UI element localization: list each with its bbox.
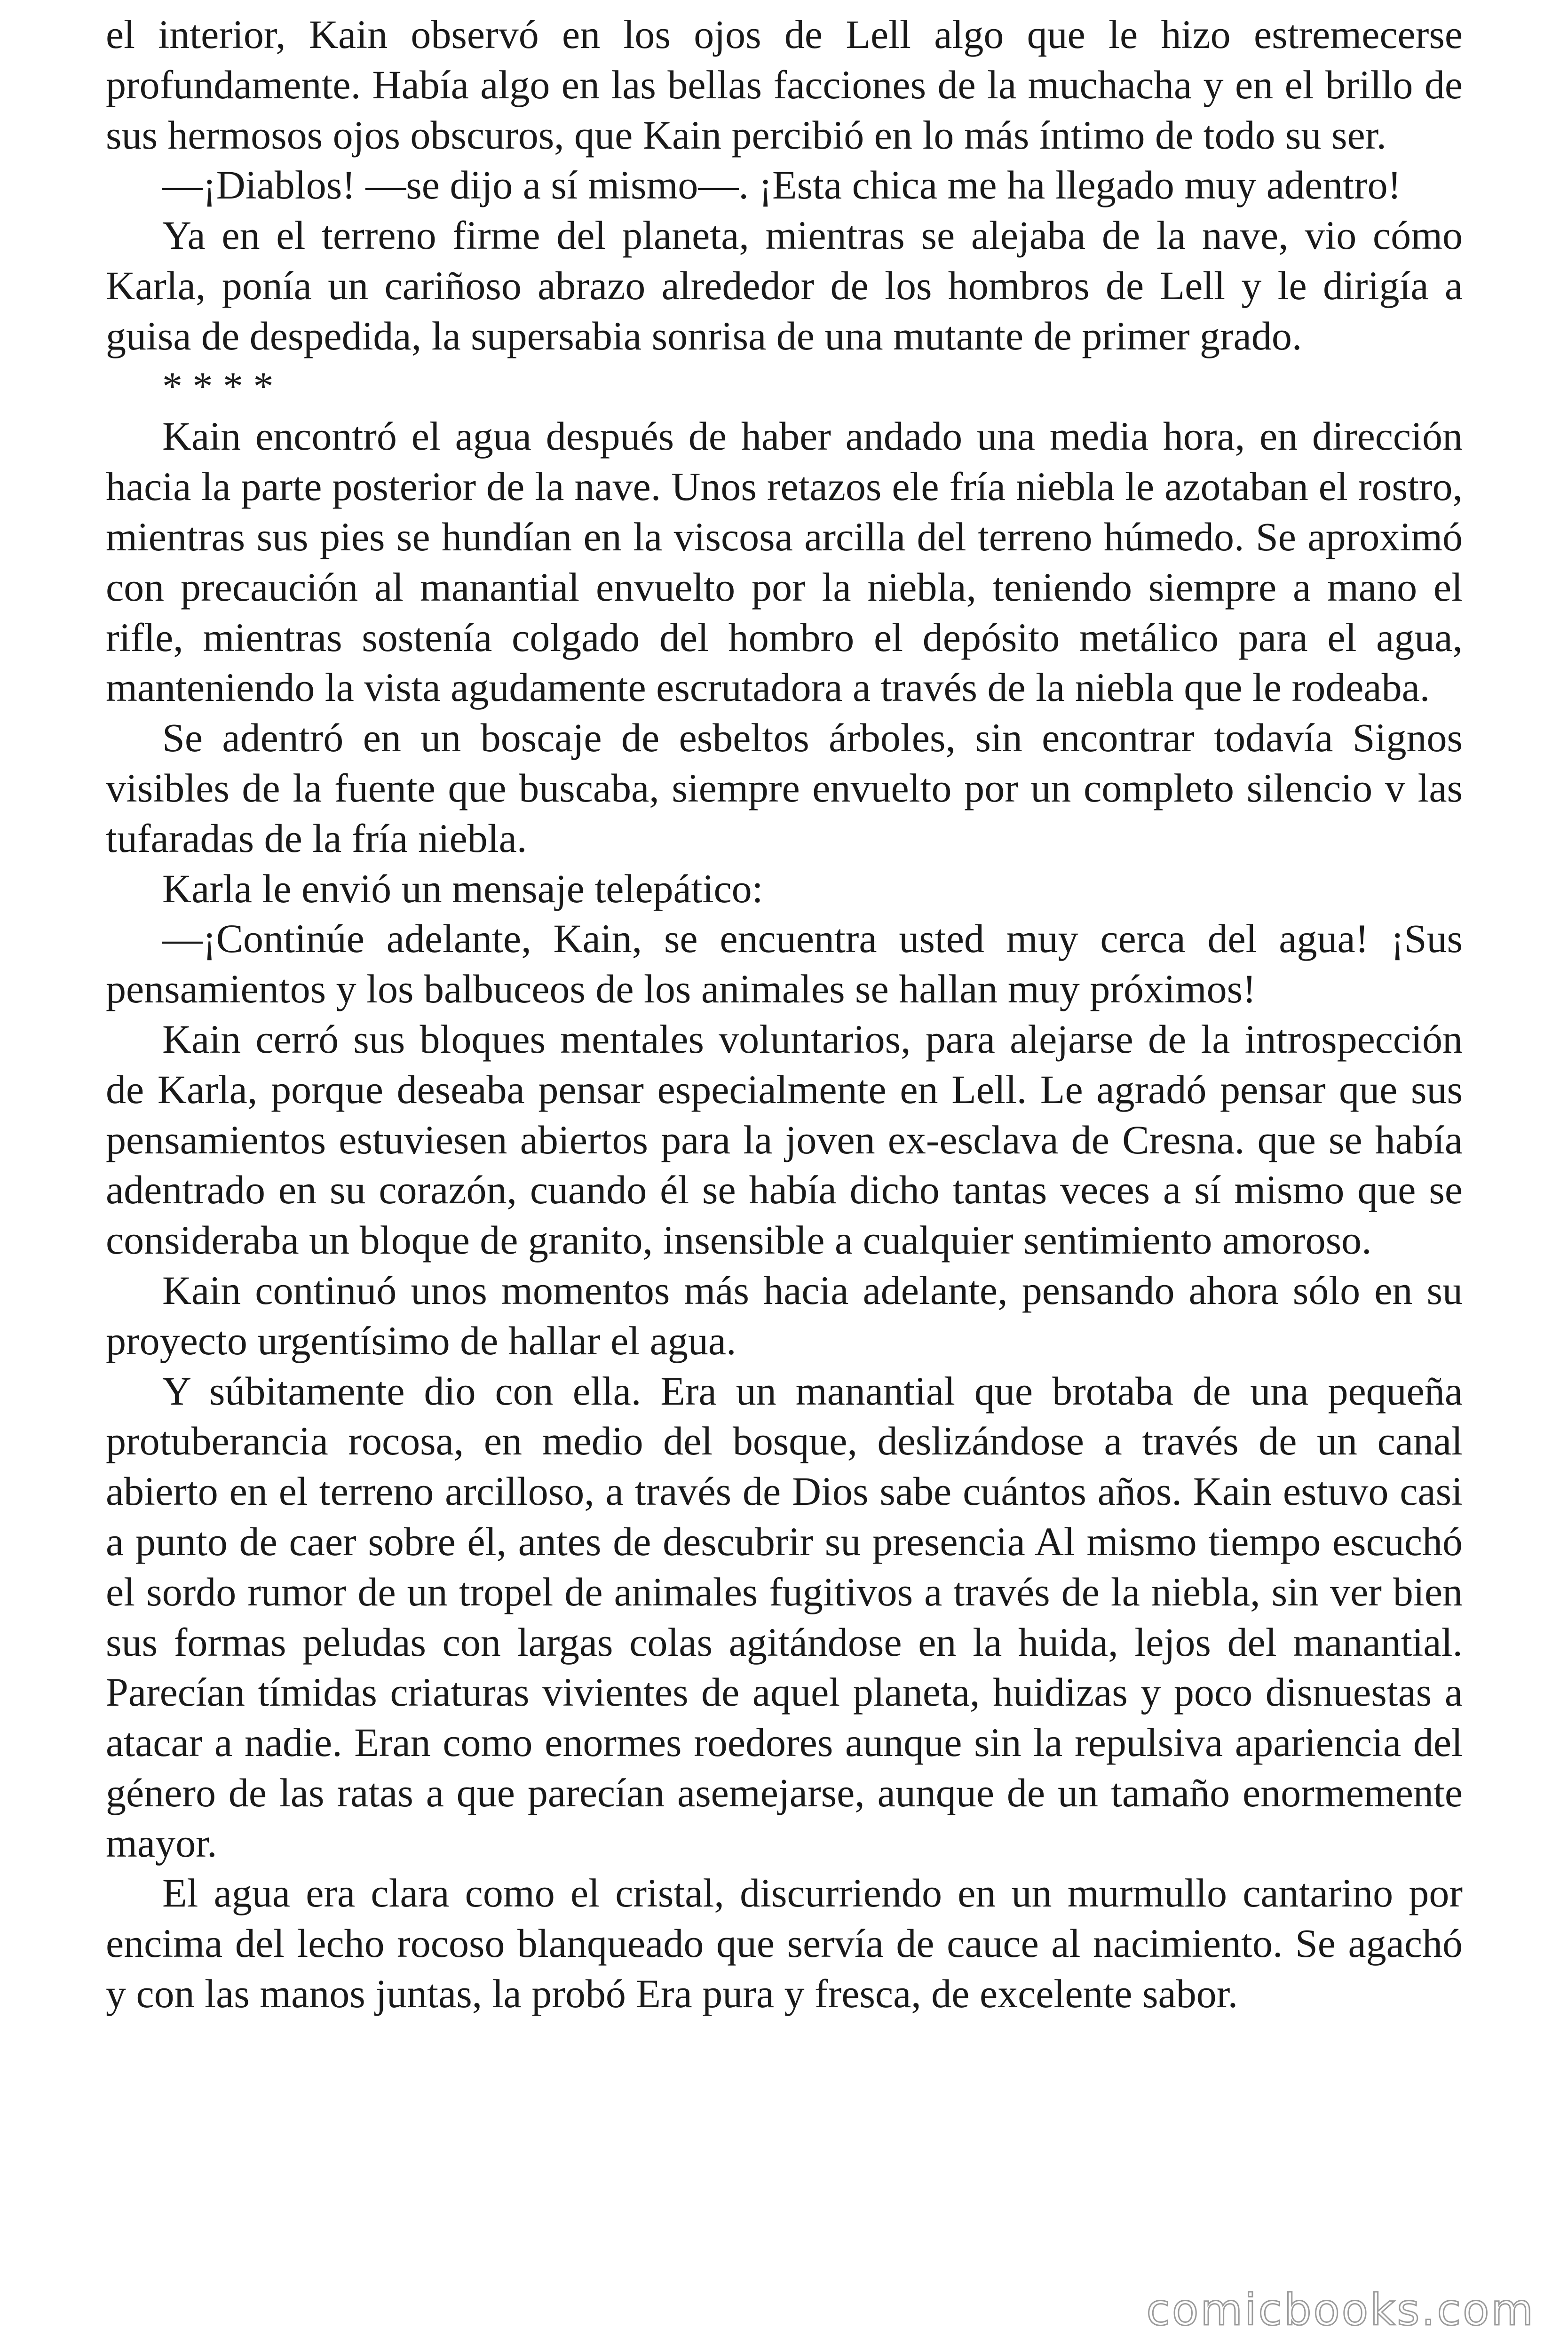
paragraph-2: —¡Diablos! —se dijo a sí mismo—. ¡Esta chica me ha llegado muy adentro!: [162, 162, 1402, 208]
watermark: comicbooks.com: [1146, 2285, 1535, 2335]
paragraph-6: Se adentró en un boscaje de esbeltos árboles, sin encontrar todavía Signos visibles de la fuente que buscaba, siempre envuelto por un completo silencio v las tufaradas de la fría niebla.: [106, 715, 1463, 861]
paragraph-7: Karla le envió un mensaje telepático:: [162, 866, 763, 911]
paragraph-1: el interior, Kain observó en los ojos de Lell algo que le hizo estremecerse profundamente. Había algo en las bellas facciones de la muchacha y en el brillo de sus hermosos ojos obscuros, que Kain percibió en lo más íntimo de todo su ser.: [106, 12, 1463, 158]
paragraph-12: El agua era clara como el cristal, discurriendo en un murmullo cantarino por encima del lecho rocoso blanqueado que servía de cauce al nacimiento. Se agachó y con las manos juntas, la probó Era pura y fresca, de excelente sabor.: [106, 1870, 1463, 2017]
paragraph-8: —¡Continúe adelante, Kain, se encuentra usted muy cerca del agua! ¡Sus pensamientos y los balbuceos de los animales se hallan muy próximos!: [106, 916, 1463, 1012]
paragraph-3: Ya en el terreno firme del planeta, mientras se alejaba de la nave, vio cómo Karla, ponía un cariñoso abrazo alrededor de los hombros de Lell y le dirigía a guisa de despedida, la supersabia sonrisa de una mutante de primer grado.: [106, 213, 1463, 358]
page-body: [106, 9, 1463, 2019]
paragraph-10: Kain continuó unos momentos más hacia adelante, pensando ahora sólo en su proyecto urgentísimo de hallar el agua.: [106, 1267, 1463, 1363]
paragraph-5: Kain encontró el agua después de haber andado una media hora, en dirección hacia la parte posterior de la nave. Unos retazos ele fría niebla le azotaban el rostro, mientras sus pies se hundían en la viscosa arcilla del terreno húmedo. Se aproximó con precaución al manantial envuelto por la niebla, teniendo siempre a mano el rifle, mientras sostenía colgado del hombro el depósito metálico para el agua, manteniendo la vista agudamente escrutadora a través de la niebla que le rodeaba.: [106, 413, 1463, 710]
paragraph-9: Kain cerró sus bloques mentales voluntarios, para alejarse de la introspección de Karla, porque deseaba pensar especialmente en Lell. Le agradó pensar que sus pensamientos estuviesen abiertos para la joven ex-esclava de Cresna. que se había adentrado en su corazón, cuando él se había dicho tantas veces a sí mismo que se consideraba un bloque de granito, insensible a cualquier sentimiento amoroso.: [106, 1016, 1463, 1263]
paragraph-11: Y súbitamente dio con ella. Era un manantial que brotaba de una pequeña protuberancia rocosa, en medio del bosque, deslizándose a través de un canal abierto en el terreno arcilloso, a través de Dios sabe cuántos años. Kain estuvo casi a punto de caer sobre él, antes de descubrir su presencia Al mismo tiempo escuchó el sordo rumor de un tropel de animales fugitivos a través de la niebla, sin ver bien sus formas peludas con largas colas agitándose en la huida, lejos del manantial. Parecían tímidas criaturas vivientes de aquel planeta, huidizas y poco disnuestas a atacar a nadie. Eran como enormes roedores aunque sin la repulsiva apariencia del género de las ratas a que parecían asemejarse, aunque de un tamaño enormemente mayor.: [106, 1368, 1463, 1866]
section-separator: * * * *: [162, 363, 274, 409]
